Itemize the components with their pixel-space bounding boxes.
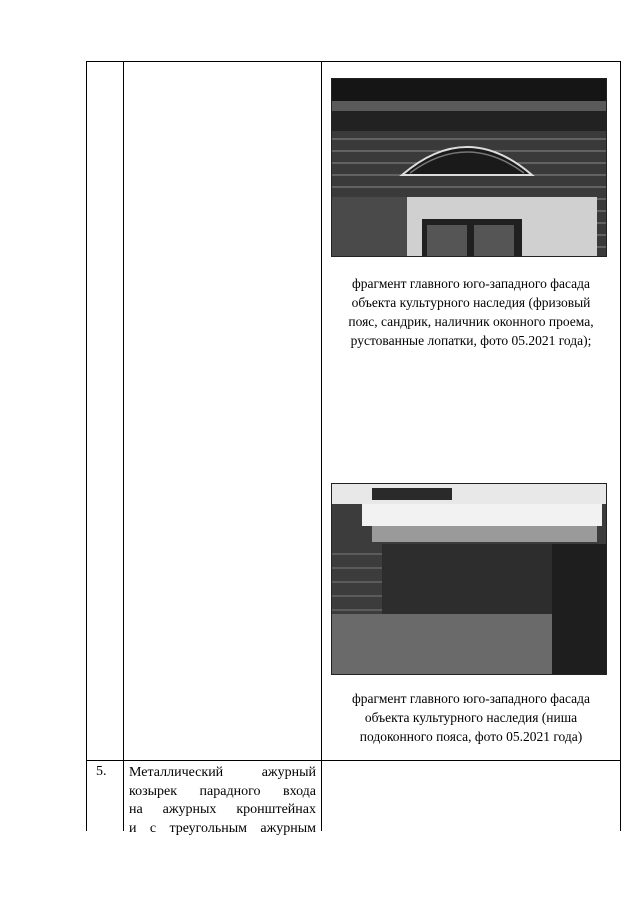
caption-line: фрагмент главного юго-западного фасада bbox=[352, 691, 590, 706]
facade-photo-niche bbox=[331, 483, 607, 675]
facade-photo-frieze bbox=[331, 78, 607, 257]
table-border-top bbox=[86, 61, 621, 62]
photo-caption-frieze bbox=[324, 274, 618, 350]
table-border-col1 bbox=[123, 61, 124, 831]
description-line: Металлический ажурный bbox=[129, 765, 316, 780]
description-line: и с треугольным ажурным bbox=[129, 820, 316, 836]
table-row-divider bbox=[86, 760, 621, 761]
caption-line: пояс, сандрик, наличник оконного проема, bbox=[348, 314, 594, 329]
caption-line: подоконного пояса, фото 05.2021 года) bbox=[359, 729, 583, 744]
description-line: на ажурных кронштейнах bbox=[129, 802, 316, 817]
document-table bbox=[86, 61, 621, 836]
caption-line: объекта культурного наследия (ниша bbox=[364, 710, 578, 725]
table-border-col2 bbox=[321, 61, 322, 831]
caption-line: объекта культурного наследия (фризовый bbox=[351, 295, 591, 310]
table-border-right bbox=[620, 61, 621, 831]
row-description bbox=[129, 764, 316, 838]
description-line: козырек парадного входа bbox=[129, 783, 316, 799]
table-border-left bbox=[86, 61, 87, 831]
row-number: 5. bbox=[96, 764, 107, 779]
photo-caption-niche bbox=[324, 689, 618, 746]
caption-line: фрагмент главного юго-западного фасада bbox=[352, 276, 590, 291]
caption-line: рустованные лопатки, фото 05.2021 года); bbox=[350, 333, 592, 348]
